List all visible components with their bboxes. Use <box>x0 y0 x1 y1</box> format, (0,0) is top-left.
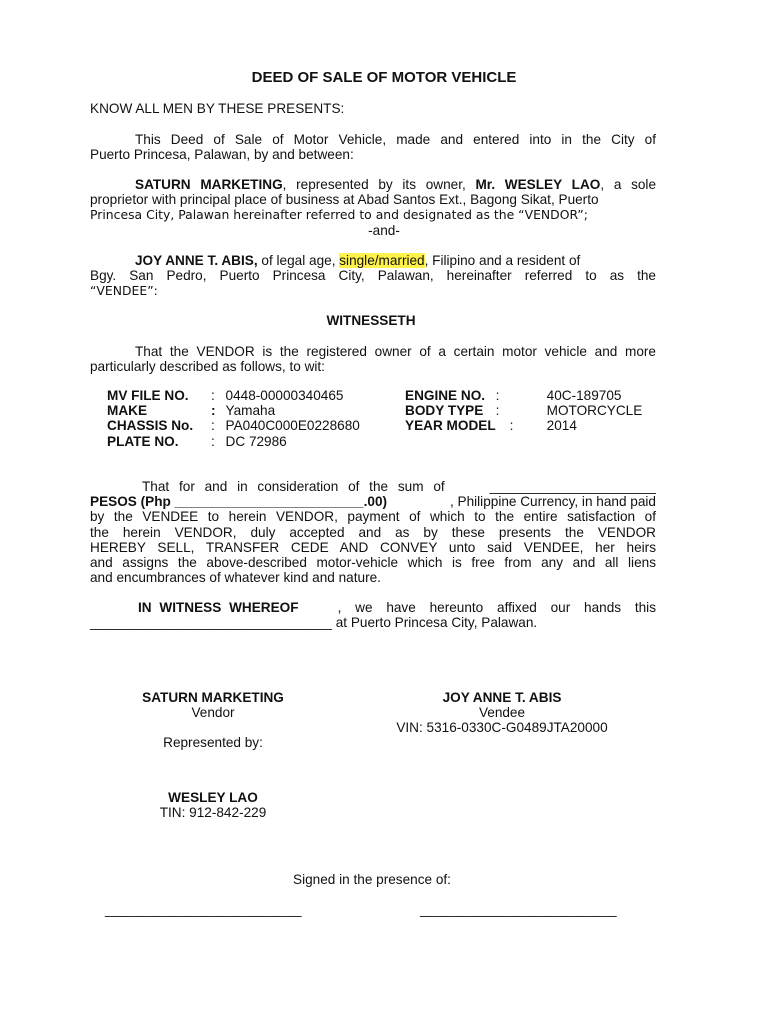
detail-sep: : <box>211 403 216 419</box>
detail-label: MAKE <box>107 403 148 419</box>
vendee-line <box>90 253 656 268</box>
vendor-paragraph <box>90 177 656 223</box>
detail-sep: : <box>495 388 500 403</box>
detail-sep: : <box>211 388 215 403</box>
detail-label: BODY TYPE <box>405 403 484 419</box>
detail-row <box>405 403 642 418</box>
detail-row <box>107 388 360 403</box>
consideration-line: and assigns the above-described motor-vehicle which is free from any and all liens <box>90 555 656 571</box>
detail-label: CHASSIS No. <box>107 418 194 434</box>
consideration-line: and encumbrances of whatever kind and nature. <box>90 570 381 586</box>
vendor-line <box>90 177 656 192</box>
vendee-line: “VENDEE”: <box>90 283 158 299</box>
consideration-line <box>90 494 656 509</box>
presence-label: Signed in the presence of: <box>293 872 451 887</box>
representative-name: WESLEY LAO <box>168 789 258 805</box>
detail-row <box>107 418 360 433</box>
detail-row <box>405 388 642 403</box>
consideration-paragraph <box>90 479 656 585</box>
vendor-name: SATURN MARKETING <box>135 177 283 192</box>
ownership-line: That the VENDOR is the registered owner of a certain motor vehicle and more <box>135 344 656 359</box>
consideration-line: HEREBY SELL, TRANSFER CEDE AND CONVEY unto said VENDEE, her heirs <box>90 539 656 555</box>
detail-value: MOTORCYCLE <box>546 403 643 419</box>
detail-label: PLATE NO. <box>107 433 179 449</box>
intro-paragraph <box>90 132 656 162</box>
detail-value: DC 72986 <box>225 433 287 449</box>
witness-paragraph <box>90 600 656 630</box>
ownership-paragraph <box>90 344 656 374</box>
detail-sep: : <box>509 418 514 434</box>
detail-label: YEAR MODEL <box>405 418 496 434</box>
witness-line <box>90 600 656 615</box>
vendee-name: JOY ANNE T. ABIS, <box>135 253 258 268</box>
detail-row <box>107 403 360 418</box>
represented-by: Represented by: <box>163 735 263 751</box>
and-separator: -and- <box>368 223 400 238</box>
text: at Puerto Princesa City, Palawan. <box>331 615 538 631</box>
vendee-paragraph <box>90 253 656 299</box>
detail-sep: : <box>211 433 215 449</box>
text: , we have hereunto affixed our hands this <box>337 600 656 615</box>
vendee-vin: VIN: 5316-0330C-G0489JTA20000 <box>396 720 608 736</box>
intro-line: Puerto Princesa, Palawan, by and between: <box>90 147 354 163</box>
detail-value: Yamaha <box>225 403 276 419</box>
detail-label: MV FILE NO. <box>107 388 189 403</box>
vendee-signature-block <box>372 690 632 736</box>
vehicle-details-left <box>107 388 360 449</box>
vendee-role: Vendee <box>478 705 526 721</box>
intro-line: This Deed of Sale of Motor Vehicle, made and entered into in the City of <box>135 132 656 147</box>
witness-bold: IN WITNESS WHEREOF <box>138 600 299 615</box>
witness-signature-line: __________________________ <box>420 902 617 917</box>
document-title: DEED OF SALE OF MOTOR VEHICLE <box>251 69 517 86</box>
representative-tin: TIN: 912-842-229 <box>159 804 267 820</box>
text <box>135 253 580 268</box>
civil-status-highlight: single/married <box>339 253 425 268</box>
detail-row <box>405 418 642 433</box>
vendor-sign-name: SATURN MARKETING <box>142 690 284 705</box>
detail-value: 2014 <box>546 418 577 434</box>
ownership-line: particularly described as follows, to wit: <box>90 359 325 375</box>
detail-sep: : <box>495 403 500 419</box>
vendee-sign-name: JOY ANNE T. ABIS <box>442 690 562 705</box>
witness-signature-line: __________________________ <box>105 902 302 917</box>
vendor-owner: Mr. WESLEY LAO <box>475 177 601 192</box>
amount-php-blank: PESOS (Php _________________________.00) <box>90 494 388 510</box>
vendee-line: Bgy. San Pedro, Puerto Princesa City, Palawan, hereinafter referred to as the <box>90 268 656 284</box>
detail-row <box>107 434 360 449</box>
date-blank: ________________________________ <box>90 615 332 631</box>
vendor-line: proprietor with principal place of business at Abad Santos Ext., Bagong Sikat, Puerto <box>90 192 599 208</box>
vehicle-details-right <box>405 388 642 434</box>
detail-value: PA040C000E0228680 <box>225 418 360 434</box>
witness-line <box>90 615 656 630</box>
witnesseth-heading: WITNESSETH <box>326 313 416 328</box>
text: , Philippine Currency, in hand paid <box>449 494 656 510</box>
detail-label: ENGINE NO. <box>405 388 486 403</box>
consideration-line: by the VENDEE to herein VENDOR, payment of which to the entire satisfaction of <box>90 509 656 525</box>
vendor-line: Princesa City, Palawan hereinafter referred to and designated as the “VENDOR”; <box>90 207 588 223</box>
text: That for and in consideration of the sum of <box>142 479 445 494</box>
amount-words-blank: ______________________ <box>489 479 656 494</box>
text: , represented by its owner, <box>282 177 476 192</box>
consideration-line: the herein VENDOR, duly accepted and as by these presents the VENDOR <box>90 524 656 540</box>
text: of legal age, <box>257 253 340 268</box>
detail-value: 0448-00000340465 <box>225 388 344 403</box>
text: , a sole <box>600 177 657 192</box>
detail-value: 40C-189705 <box>546 388 622 403</box>
detail-sep: : <box>211 418 215 434</box>
vendor-signature-block <box>113 690 313 820</box>
consideration-line <box>90 479 656 494</box>
opening-line: KNOW ALL MEN BY THESE PRESENTS: <box>90 101 345 116</box>
vendor-role: Vendor <box>191 705 235 721</box>
text: , Filipino and a resident of <box>424 253 581 268</box>
